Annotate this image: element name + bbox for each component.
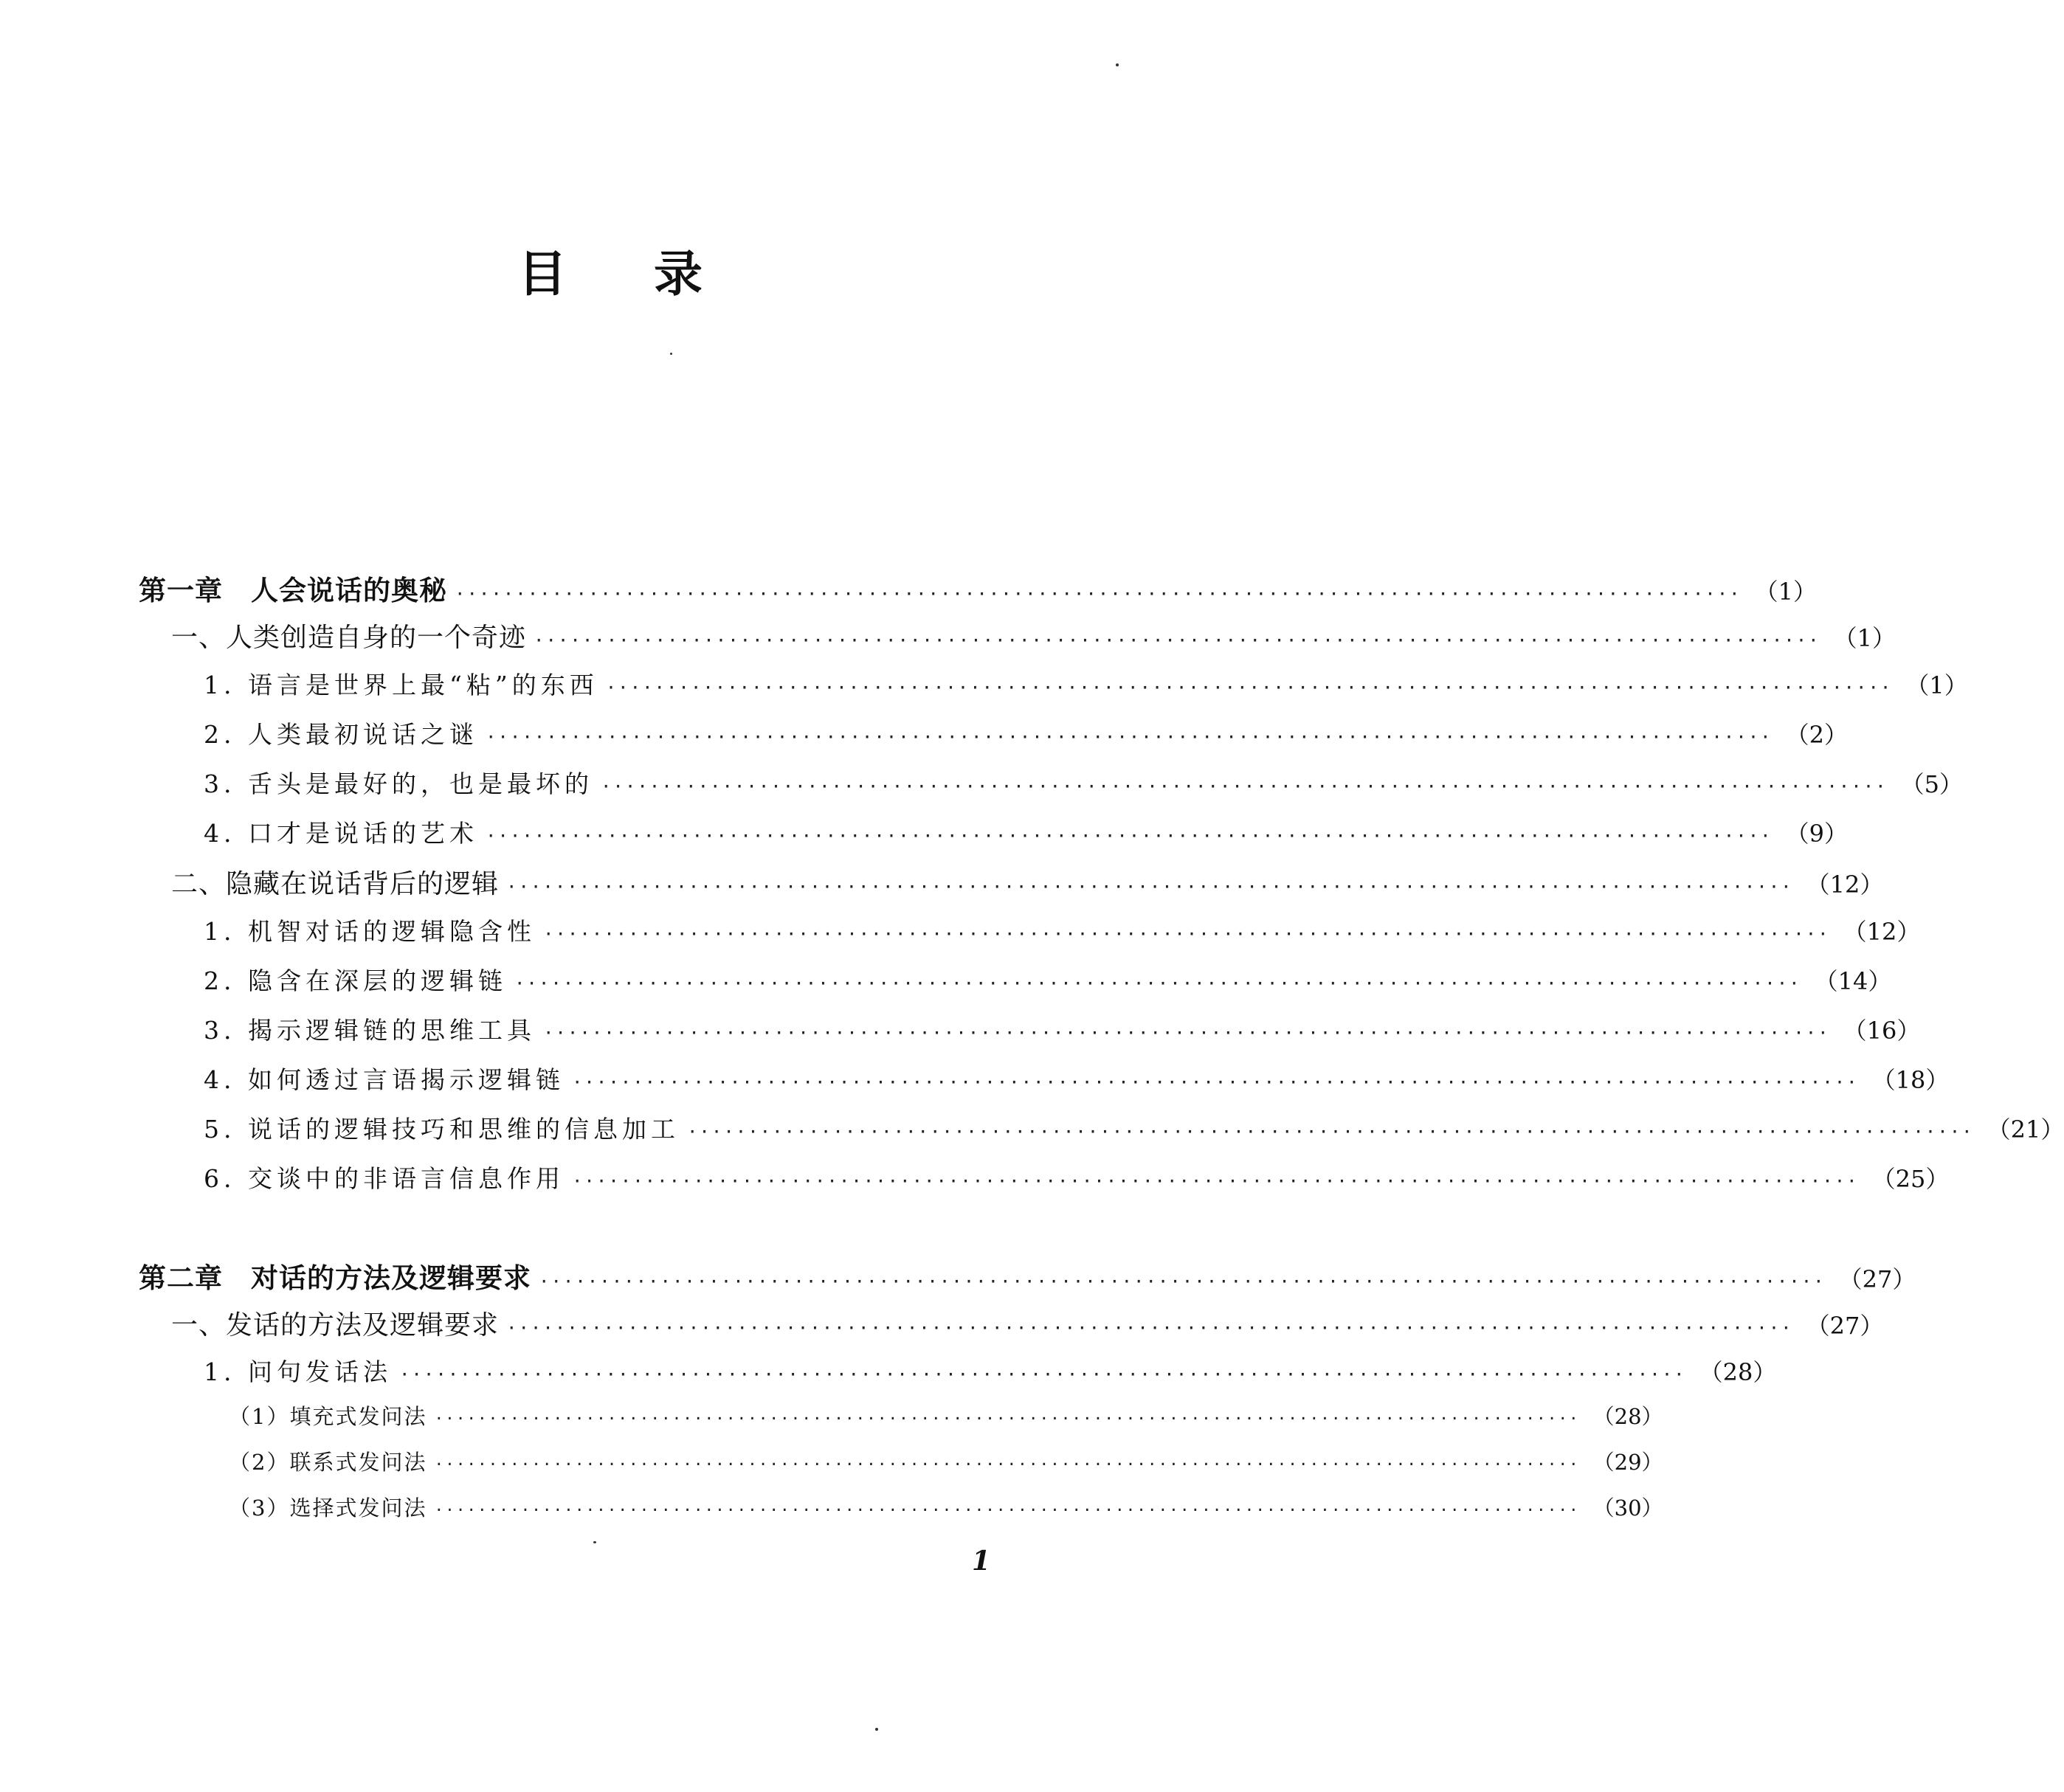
toc-entry-label: 3. 揭示逻辑链的思维工具 — [204, 1016, 536, 1045]
toc-entry-label: （3）选择式发问法 — [229, 1495, 427, 1521]
dot-leader: ·········································································································· — [455, 584, 1742, 604]
toc-entry-label: 6. 交谈中的非语言信息作用 — [204, 1164, 565, 1193]
dot-leader: ·········································································································· — [534, 630, 1820, 651]
toc-entry-subsection[interactable] — [204, 962, 1892, 1003]
dot-leader: ·········································································································· — [485, 826, 1773, 846]
toc-entry-label: 3. 舌头是最好的，也是最坏的 — [204, 769, 593, 798]
toc-entry-label: 第二章 对话的方法及逻辑要求 — [139, 1262, 531, 1294]
toc-entry-subsection[interactable] — [204, 814, 1848, 856]
toc-entry-page: （12） — [1843, 918, 1921, 946]
dot-leader: ·········································································································· — [434, 1456, 1580, 1473]
toc-entry-section[interactable] — [171, 863, 1884, 904]
toc-entry-page: （2） — [1785, 721, 1848, 749]
toc-entry-page: （25） — [1871, 1165, 1950, 1193]
scan-speck — [670, 353, 672, 355]
toc-entry-page: （18） — [1871, 1066, 1950, 1094]
toc-entry-page: （9） — [1785, 820, 1848, 848]
toc-entry-subsection[interactable] — [204, 716, 1848, 757]
toc-entry-label: （2）联系式发问法 — [229, 1450, 427, 1475]
dot-leader: ·········································································································· — [571, 1171, 1859, 1191]
dot-leader: ·········································································································· — [485, 727, 1773, 747]
scan-speck — [593, 1541, 596, 1543]
scan-speck — [875, 1728, 878, 1731]
toc-entry-page: （5） — [1900, 770, 1963, 798]
toc-entry-section[interactable] — [171, 1304, 1884, 1346]
toc-entry-subsection[interactable] — [204, 1160, 1950, 1201]
title-char-2: 录 — [654, 246, 703, 302]
page-title — [0, 235, 1221, 305]
dot-leader: ·········································································································· — [571, 1072, 1859, 1093]
dot-leader: ·········································································································· — [398, 1364, 1686, 1385]
toc-entry-page: （30） — [1592, 1495, 1663, 1521]
toc-entry-page: （12） — [1806, 871, 1884, 899]
toc-entry-label: 2. 人类最初说话之谜 — [204, 720, 478, 749]
toc-entry-chapter-2[interactable] — [139, 1256, 1916, 1297]
toc-entry-item[interactable] — [229, 1400, 1663, 1442]
toc-entry-subsection[interactable] — [204, 666, 1968, 708]
dot-leader: ·········································································································· — [542, 924, 1830, 944]
dot-leader: ·········································································································· — [434, 1410, 1580, 1428]
toc-entry-label: 1. 问句发话法 — [204, 1357, 392, 1386]
toc-entry-page: （1） — [1905, 671, 1968, 699]
toc-entry-label: 1. 语言是世界上最“粘”的东西 — [204, 671, 598, 699]
dot-leader: ·········································································································· — [542, 1023, 1830, 1043]
toc-entry-page: （27） — [1806, 1312, 1884, 1340]
page-number: 1 — [971, 1546, 990, 1577]
toc-entry-label: 一、发话的方法及逻辑要求 — [171, 1310, 500, 1340]
toc-entry-section[interactable] — [171, 617, 1896, 658]
toc-entry-chapter-1[interactable] — [139, 568, 1817, 609]
toc-entry-page: （16） — [1843, 1017, 1921, 1045]
toc-entry-item[interactable] — [229, 1446, 1663, 1487]
toc-entry-label: 5. 说话的逻辑技巧和思维的信息加工 — [204, 1115, 680, 1144]
toc-entry-label: 一、人类创造自身的一个奇迹 — [171, 623, 527, 653]
toc-entry-label: 1. 机智对话的逻辑隐含性 — [204, 917, 536, 946]
toc-entry-subsection[interactable] — [204, 1061, 1950, 1102]
toc-entry-subsection[interactable] — [204, 1353, 1777, 1394]
toc-entry-page: （1） — [1754, 578, 1817, 606]
toc-entry-subsection[interactable] — [204, 1110, 2064, 1152]
toc-entry-label: 2. 隐含在深层的逻辑链 — [204, 966, 507, 995]
dot-leader: ·········································································································· — [434, 1501, 1580, 1519]
dot-leader: ·········································································································· — [539, 1271, 1826, 1292]
toc-entry-label: （1）填充式发问法 — [229, 1404, 427, 1429]
dot-leader: ·········································································································· — [514, 973, 1801, 994]
toc-entry-label: 第一章 人会说话的奥秘 — [139, 575, 447, 606]
toc-entry-page: （28） — [1699, 1358, 1777, 1386]
dot-leader: ·········································································································· — [506, 1318, 1793, 1338]
toc-entry-label: 二、隐藏在说话背后的逻辑 — [171, 869, 500, 899]
toc-entry-page: （27） — [1838, 1265, 1916, 1293]
toc-entry-subsection[interactable] — [204, 765, 1963, 806]
toc-entry-page: （14） — [1814, 967, 1892, 995]
scan-speck — [1116, 63, 1119, 66]
toc-entry-page: （29） — [1592, 1450, 1663, 1475]
toc-entry-subsection[interactable] — [204, 1011, 1921, 1053]
dot-leader: ·········································································································· — [686, 1121, 1974, 1142]
dot-leader: ·········································································································· — [600, 776, 1888, 797]
toc-entry-page: （28） — [1592, 1404, 1663, 1429]
toc-entry-page: （1） — [1833, 624, 1896, 652]
toc-entry-subsection[interactable] — [204, 913, 1921, 954]
dot-leader: ·········································································································· — [506, 876, 1793, 897]
toc-entry-page: （21） — [1987, 1115, 2064, 1144]
toc-entry-label: 4. 如何透过言语揭示逻辑链 — [204, 1065, 565, 1094]
toc-entry-label: 4. 口才是说话的艺术 — [204, 819, 478, 848]
dot-leader: ·········································································································· — [605, 677, 1893, 698]
toc-entry-item[interactable] — [229, 1492, 1663, 1533]
title-char-1: 目 — [518, 246, 567, 302]
